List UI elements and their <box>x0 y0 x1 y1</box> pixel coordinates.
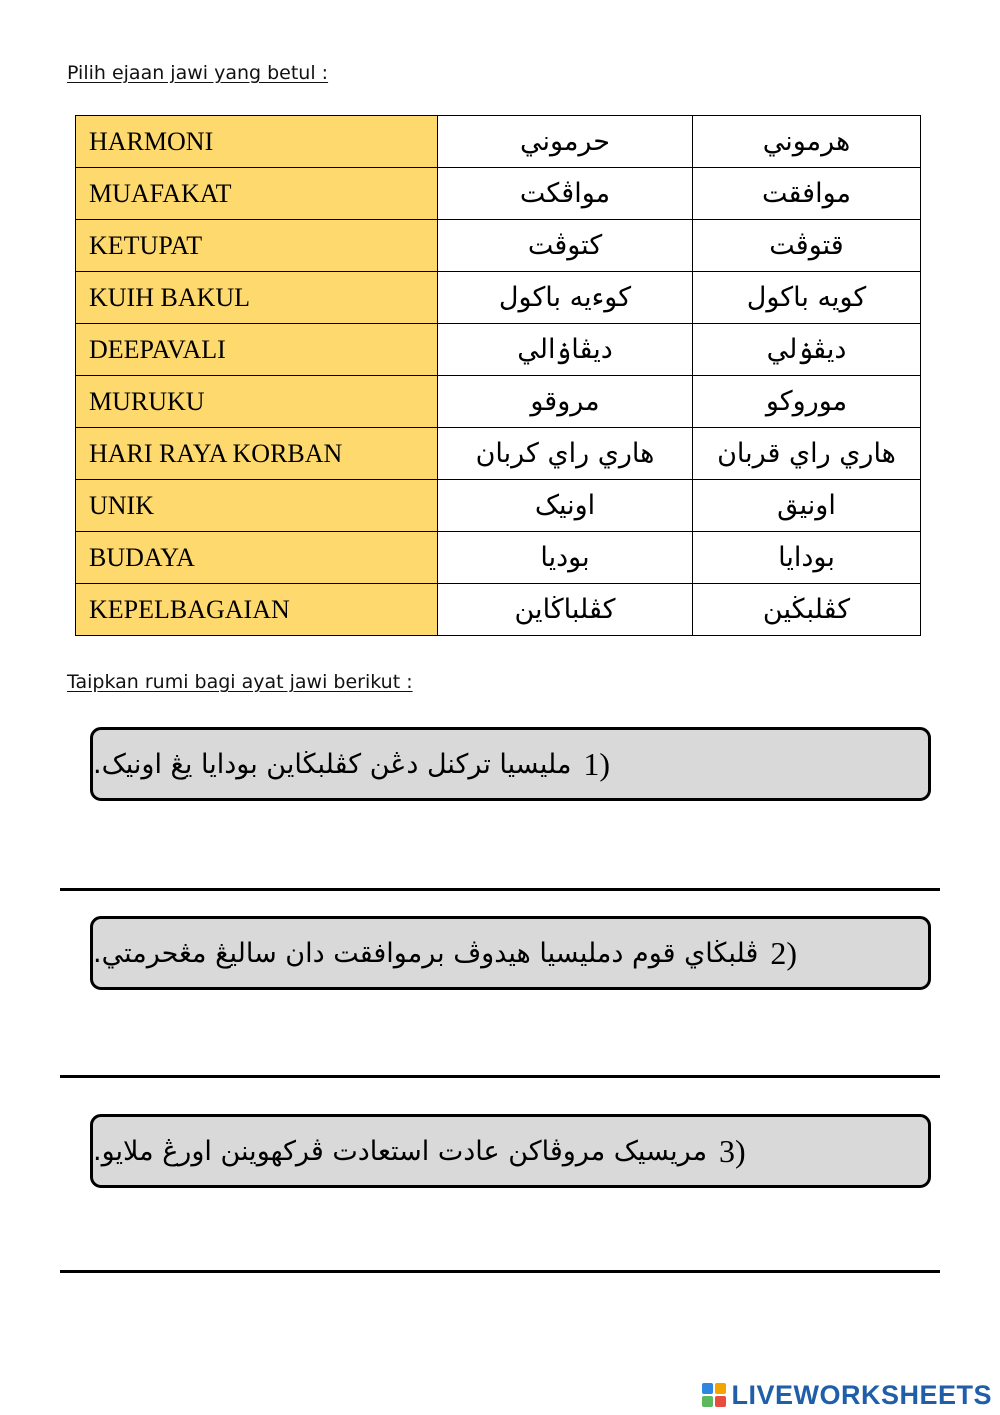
jawi-option-a[interactable]: كتوڤت <box>438 220 693 272</box>
table-row <box>76 480 921 532</box>
instruction-choose-spelling: Pilih ejaan jawi yang betul : <box>67 62 329 84</box>
answer-input-2[interactable] <box>60 1075 940 1078</box>
rumi-word: KEPELBAGAIAN <box>76 584 438 636</box>
question-box-3 <box>90 1114 931 1188</box>
question-number: 3) <box>719 1132 746 1169</box>
jawi-option-a[interactable]: ديڤاۏالي <box>438 324 693 376</box>
jawi-option-b[interactable]: هاري راي قربان <box>693 428 921 480</box>
jawi-option-b[interactable]: موروكو <box>693 376 921 428</box>
rumi-word: BUDAYA <box>76 532 438 584</box>
question-box-2 <box>90 916 931 990</box>
table-row <box>76 272 921 324</box>
jawi-option-b[interactable]: بودايا <box>693 532 921 584</box>
jawi-option-b[interactable]: قتوڤت <box>693 220 921 272</box>
jawi-option-a[interactable]: كوءيه باكول <box>438 272 693 324</box>
rumi-word: HARMONI <box>76 116 438 168</box>
question-box-1 <box>90 727 931 801</box>
rumi-word: MURUKU <box>76 376 438 428</box>
jawi-option-a[interactable]: اونيک <box>438 480 693 532</box>
table-row <box>76 376 921 428</box>
question-number: 1) <box>583 745 611 782</box>
jawi-option-a[interactable]: كڤلباڬاين <box>438 584 693 636</box>
spelling-table <box>75 115 921 636</box>
jawi-option-b[interactable]: اونيق <box>693 480 921 532</box>
rumi-word: KETUPAT <box>76 220 438 272</box>
rumi-word: DEEPAVALI <box>76 324 438 376</box>
jawi-option-b[interactable]: موافقت <box>693 168 921 220</box>
brand-name: LIVEWORKSHEETS <box>731 1380 992 1410</box>
rumi-word: HARI RAYA KORBAN <box>76 428 438 480</box>
table-row <box>76 532 921 584</box>
answer-input-1[interactable] <box>60 888 940 891</box>
jawi-option-a[interactable]: مروقو <box>438 376 693 428</box>
jawi-option-a[interactable]: مواڤكت <box>438 168 693 220</box>
question-text: ڤلبڬاي قوم دمليسيا هيدوڤ برموافقت دان ساليڠ مڠحرمتي. <box>93 937 759 969</box>
rumi-word: KUIH BAKUL <box>76 272 438 324</box>
jawi-option-b[interactable]: هرموني <box>693 116 921 168</box>
jawi-option-b[interactable]: كڤلبڬين <box>693 584 921 636</box>
question-number: 2) <box>770 934 798 971</box>
table-row <box>76 116 921 168</box>
rumi-word: UNIK <box>76 480 438 532</box>
question-text: مريسيک مروڤاكن عادت استعادت ڤركهوينن اورڠ ملايو. <box>93 1135 708 1167</box>
jawi-option-a[interactable]: حرموني <box>438 116 693 168</box>
table-row <box>76 428 921 480</box>
answer-input-3[interactable] <box>60 1270 940 1273</box>
table-row <box>76 168 921 220</box>
table-row <box>76 220 921 272</box>
jawi-option-a[interactable]: هاري راي كربان <box>438 428 693 480</box>
rumi-word: MUAFAKAT <box>76 168 438 220</box>
table-row <box>76 324 921 376</box>
liveworksheets-brand <box>702 1380 992 1411</box>
instruction-type-rumi: Taipkan rumi bagi ayat jawi berikut : <box>67 671 413 693</box>
jawi-option-a[interactable]: بوديا <box>438 532 693 584</box>
jawi-option-b[interactable]: ديڤۏلي <box>693 324 921 376</box>
question-text: مليسيا تركنل دڠن كڤلبڬاين بودايا يڠ اونيک. <box>93 748 572 780</box>
liveworksheets-logo-icon <box>702 1383 728 1409</box>
table-row <box>76 584 921 636</box>
jawi-option-b[interactable]: كويه باكول <box>693 272 921 324</box>
